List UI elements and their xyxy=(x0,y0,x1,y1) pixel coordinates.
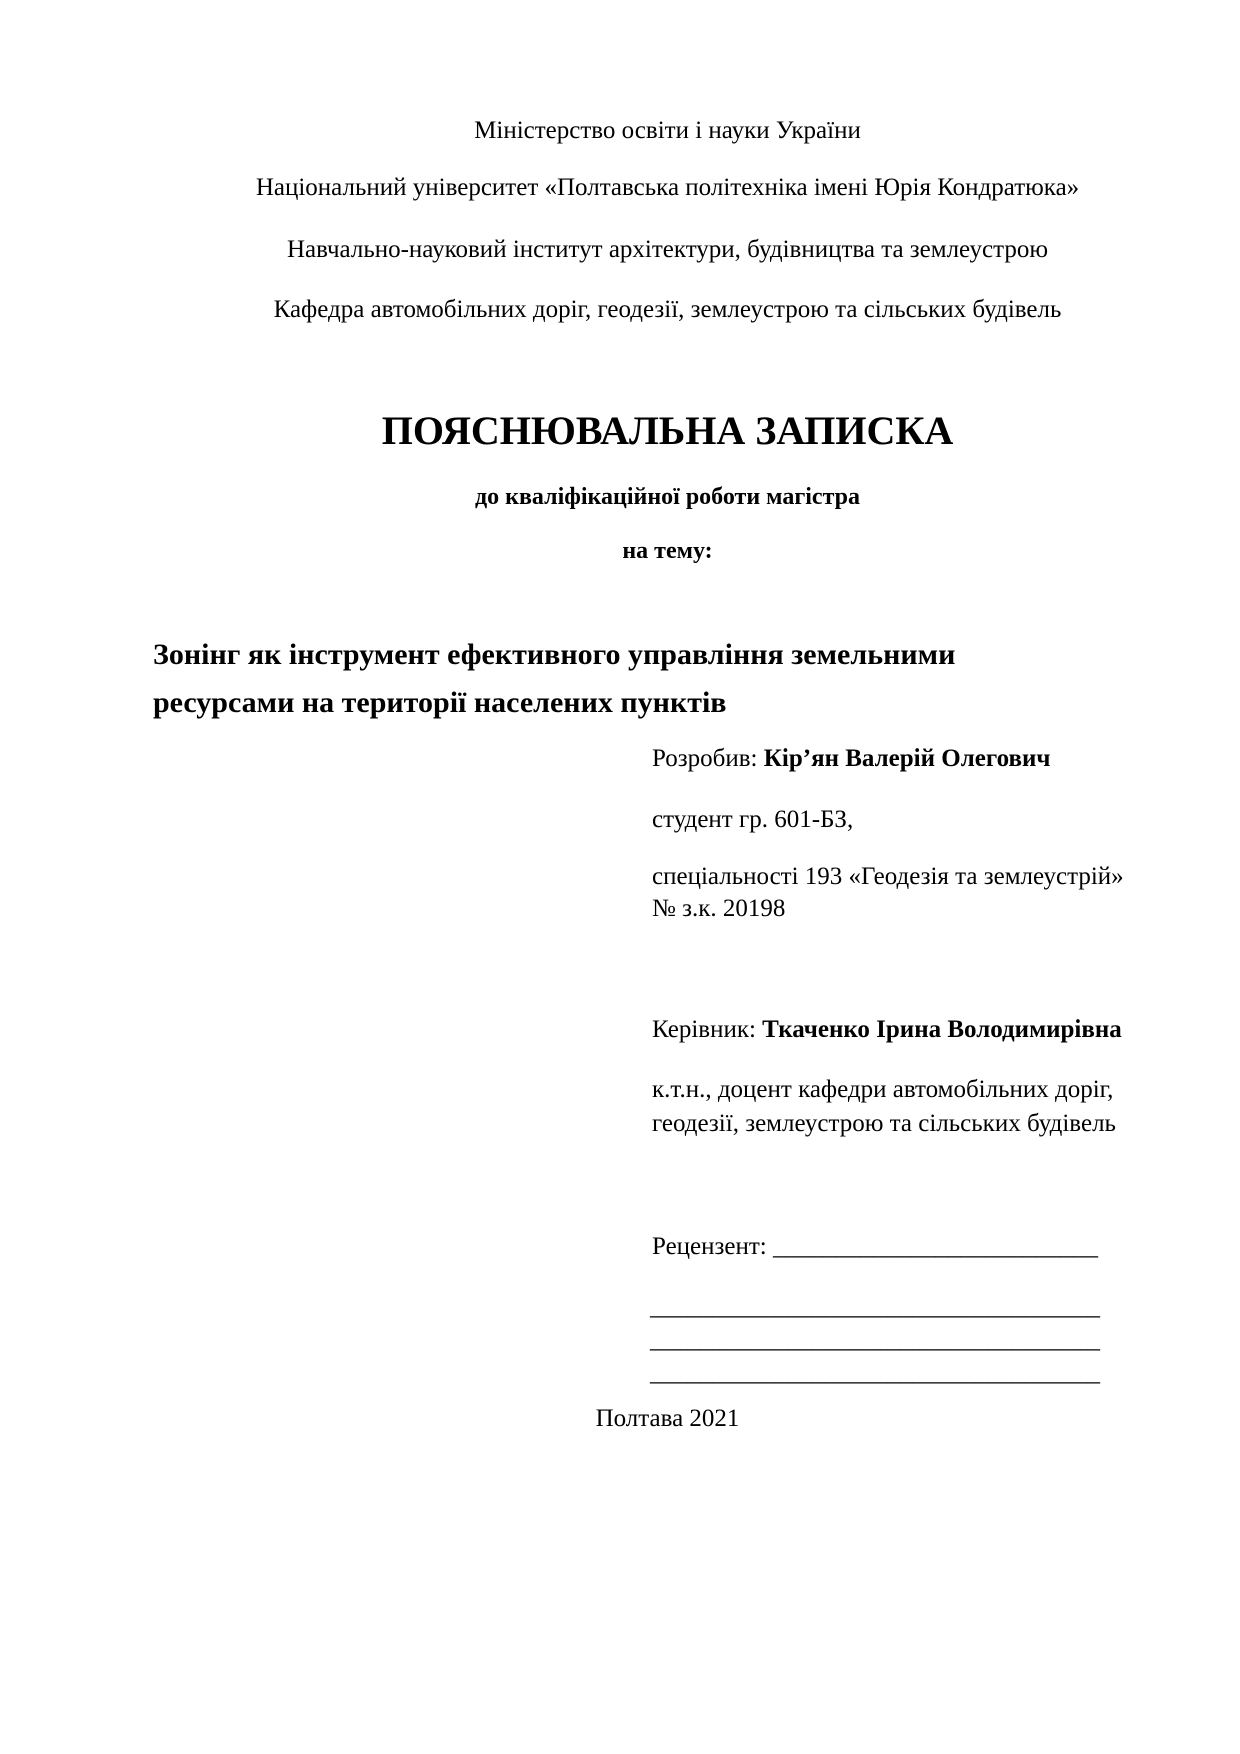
supervisor-label: Керівник: xyxy=(652,1016,763,1043)
author-record-number: № з.к. 20198 xyxy=(652,895,786,922)
blank-signature-lines xyxy=(650,1290,1100,1389)
author-speciality: спеціальності 193 «Геодезія та землеустрій» xyxy=(652,863,1124,890)
reviewer-label: Рецензент: xyxy=(652,1233,773,1260)
author-line xyxy=(652,742,1050,776)
supervisor-name: Ткаченко Ірина Володимирівна xyxy=(762,1016,1122,1043)
reviewer-signature-line: __________________________ xyxy=(773,1233,1098,1260)
blank-signature-line: ____________________________________ xyxy=(650,1293,1100,1320)
thesis-topic: Зонінг як інструмент ефективного управління земельними ресурсами на території населених пунктів xyxy=(153,638,956,719)
supervisor-line xyxy=(652,1013,1122,1047)
blank-signature-line: ____________________________________ xyxy=(650,1359,1100,1386)
topic-label: на тему: xyxy=(622,538,713,564)
main-title: ПОЯСНЮВАЛЬНА ЗАПИСКА xyxy=(381,408,954,453)
author-label: Розробив: xyxy=(652,745,764,772)
institute-line: Навчально-науковий інститут архітектури, будівництва та землеустрою xyxy=(286,236,1049,263)
subtitle: до кваліфікаційної роботи магістра xyxy=(475,484,860,510)
department-line: Кафедра автомобільних доріг, геодезії, землеустрою та сільських будівель xyxy=(273,296,1062,323)
ministry-line: Міністерство освіти і науки України xyxy=(474,117,861,144)
blank-signature-line: ____________________________________ xyxy=(650,1326,1100,1353)
reviewer-line xyxy=(652,1230,1098,1264)
supervisor-details: к.т.н., доцент кафедри автомобільних доріг, геодезії, землеустрою та сільських будівель xyxy=(652,1076,1116,1137)
author-name: Кір’ян Валерій Олегович xyxy=(763,745,1051,772)
city-year: Полтава 2021 xyxy=(595,1405,740,1432)
author-group: студент гр. 601-БЗ, xyxy=(652,806,854,833)
university-line: Національний університет «Полтавська політехніка імені Юрія Кондратюка» xyxy=(255,174,1080,201)
